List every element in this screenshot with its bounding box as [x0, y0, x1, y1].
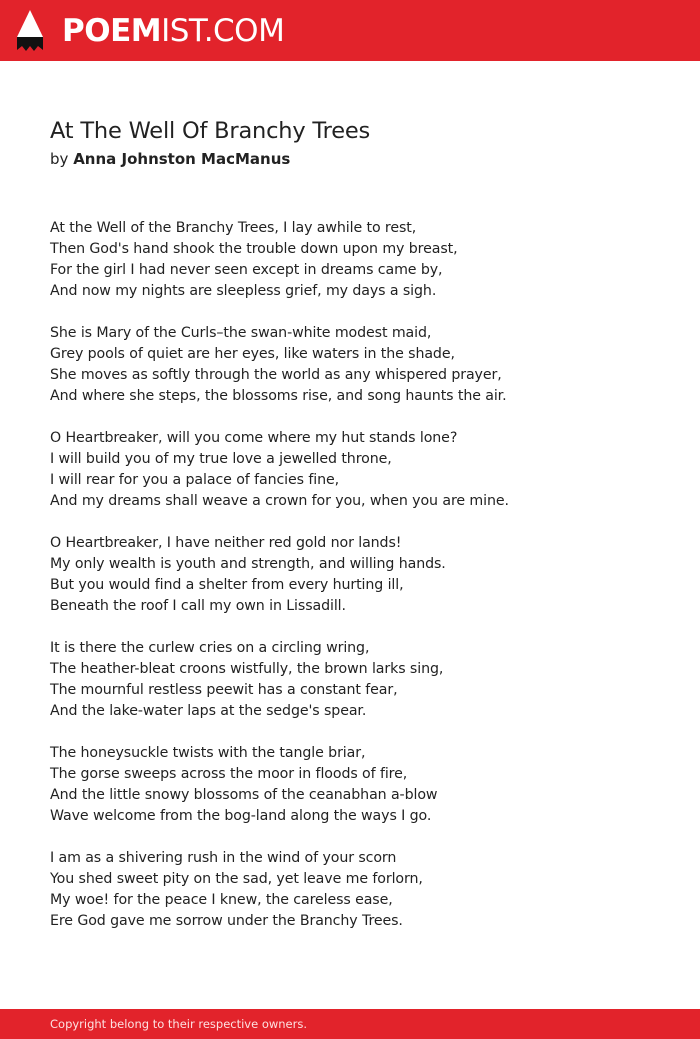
- poem-line: But you would find a shelter from every hurting ill,: [50, 577, 404, 593]
- poem-line: At the Well of the Branchy Trees, I lay awhile to rest,: [50, 220, 417, 236]
- poem-line: O Heartbreaker, I have neither red gold nor lands!: [50, 535, 402, 551]
- poem-line: The gorse sweeps across the moor in floods of fire,: [50, 766, 408, 782]
- byline: [50, 148, 290, 170]
- copyright-text: Copyright belong to their respective owners.: [50, 1017, 308, 1031]
- site-header: [0, 0, 700, 61]
- stanza: [50, 638, 509, 722]
- stanza: [50, 848, 509, 932]
- poem-line: For the girl I had never seen except in dreams came by,: [50, 262, 443, 278]
- poem-line: The heather-bleat croons wistfully, the brown larks sing,: [50, 661, 444, 677]
- poem-line: Then God's hand shook the trouble down upon my breast,: [50, 241, 458, 257]
- site-logo[interactable]: [62, 12, 284, 50]
- stanza: [50, 218, 509, 302]
- poem-line: And my dreams shall weave a crown for you, when you are mine.: [50, 493, 509, 509]
- stanza: [50, 428, 509, 512]
- poem-line: Ere God gave me sorrow under the Branchy Trees.: [50, 913, 403, 929]
- poem-line: You shed sweet pity on the sad, yet leave me forlorn,: [50, 871, 423, 887]
- poem-line: She is Mary of the Curls–the swan-white modest maid,: [50, 325, 432, 341]
- pencil-logo-icon[interactable]: [17, 9, 43, 53]
- poem-line: I will build you of my true love a jewelled throne,: [50, 451, 392, 467]
- poem-title: At The Well Of Branchy Trees: [50, 118, 371, 144]
- stanza: [50, 323, 509, 407]
- poem-line: My woe! for the peace I knew, the careless ease,: [50, 892, 393, 908]
- poem-line: Beneath the roof I call my own in Lissadill.: [50, 598, 346, 614]
- author-name: Anna Johnston MacManus: [73, 150, 291, 168]
- site-footer: [0, 1009, 700, 1039]
- by-label: by: [50, 150, 69, 168]
- poem-line: She moves as softly through the world as any whispered prayer,: [50, 367, 502, 383]
- poem-line: I am as a shivering rush in the wind of your scorn: [50, 850, 397, 866]
- poem-body: [50, 218, 509, 953]
- logo-text-bold: POEM: [62, 13, 162, 49]
- poem-line: And the lake-water laps at the sedge's spear.: [50, 703, 367, 719]
- poem-line: I will rear for you a palace of fancies fine,: [50, 472, 339, 488]
- poem-line: Wave welcome from the bog-land along the ways I go.: [50, 808, 432, 824]
- poem-line: My only wealth is youth and strength, and willing hands.: [50, 556, 446, 572]
- poem-line: It is there the curlew cries on a circling wring,: [50, 640, 370, 656]
- poem-line: O Heartbreaker, will you come where my hut stands lone?: [50, 430, 458, 446]
- poem-line: Grey pools of quiet are her eyes, like waters in the shade,: [50, 346, 455, 362]
- stanza: [50, 743, 509, 827]
- poem-line: And now my nights are sleepless grief, my days a sigh.: [50, 283, 437, 299]
- poem-line: The mournful restless peewit has a constant fear,: [50, 682, 398, 698]
- poem-line: And where she steps, the blossoms rise, and song haunts the air.: [50, 388, 507, 404]
- poem-line: And the little snowy blossoms of the ceanabhan a-blow: [50, 787, 438, 803]
- stanza: [50, 533, 509, 617]
- poem-line: The honeysuckle twists with the tangle briar,: [50, 745, 366, 761]
- logo-text-light: IST.COM: [161, 13, 285, 49]
